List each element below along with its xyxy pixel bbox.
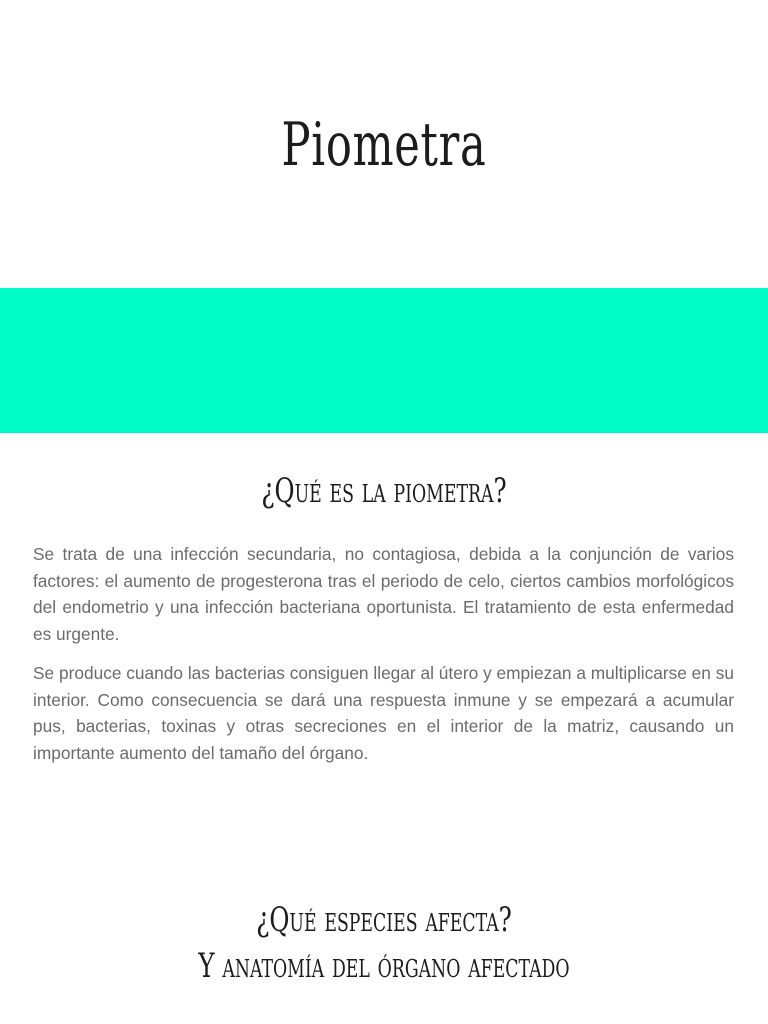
section-heading-species [108,897,661,989]
section-heading-species-line-1: ¿Qué especies afecta? [256,900,512,940]
accent-band [0,288,768,433]
section-heading-what-is: ¿Qué es la piometra? [261,471,507,511]
section-heading-species-line-2: Y anatomía del órgano afectado [198,946,570,986]
paragraph-definition: Se trata de una infección secundaria, no contagiosa, debida a la conjunción de varios factores: el aumento de progesterona tras el periodo de celo, ciertos cambios morfológicos del endometrio y una infección bacteriana oportunista. El tratamiento de esta enfermedad es urgente. [33,544,734,645]
paragraph-mechanism: Se produce cuando las bacterias consiguen llegar al útero y empiezan a multiplicarse en su interior. Como consecuencia se dará una respuesta inmune y se empezará a acumular pus, bacterias, toxinas y otras secreciones en el interior de la matriz, causando un importante aumento del tamaño del órgano. [33,663,734,764]
page-title: Piometra [281,110,487,180]
